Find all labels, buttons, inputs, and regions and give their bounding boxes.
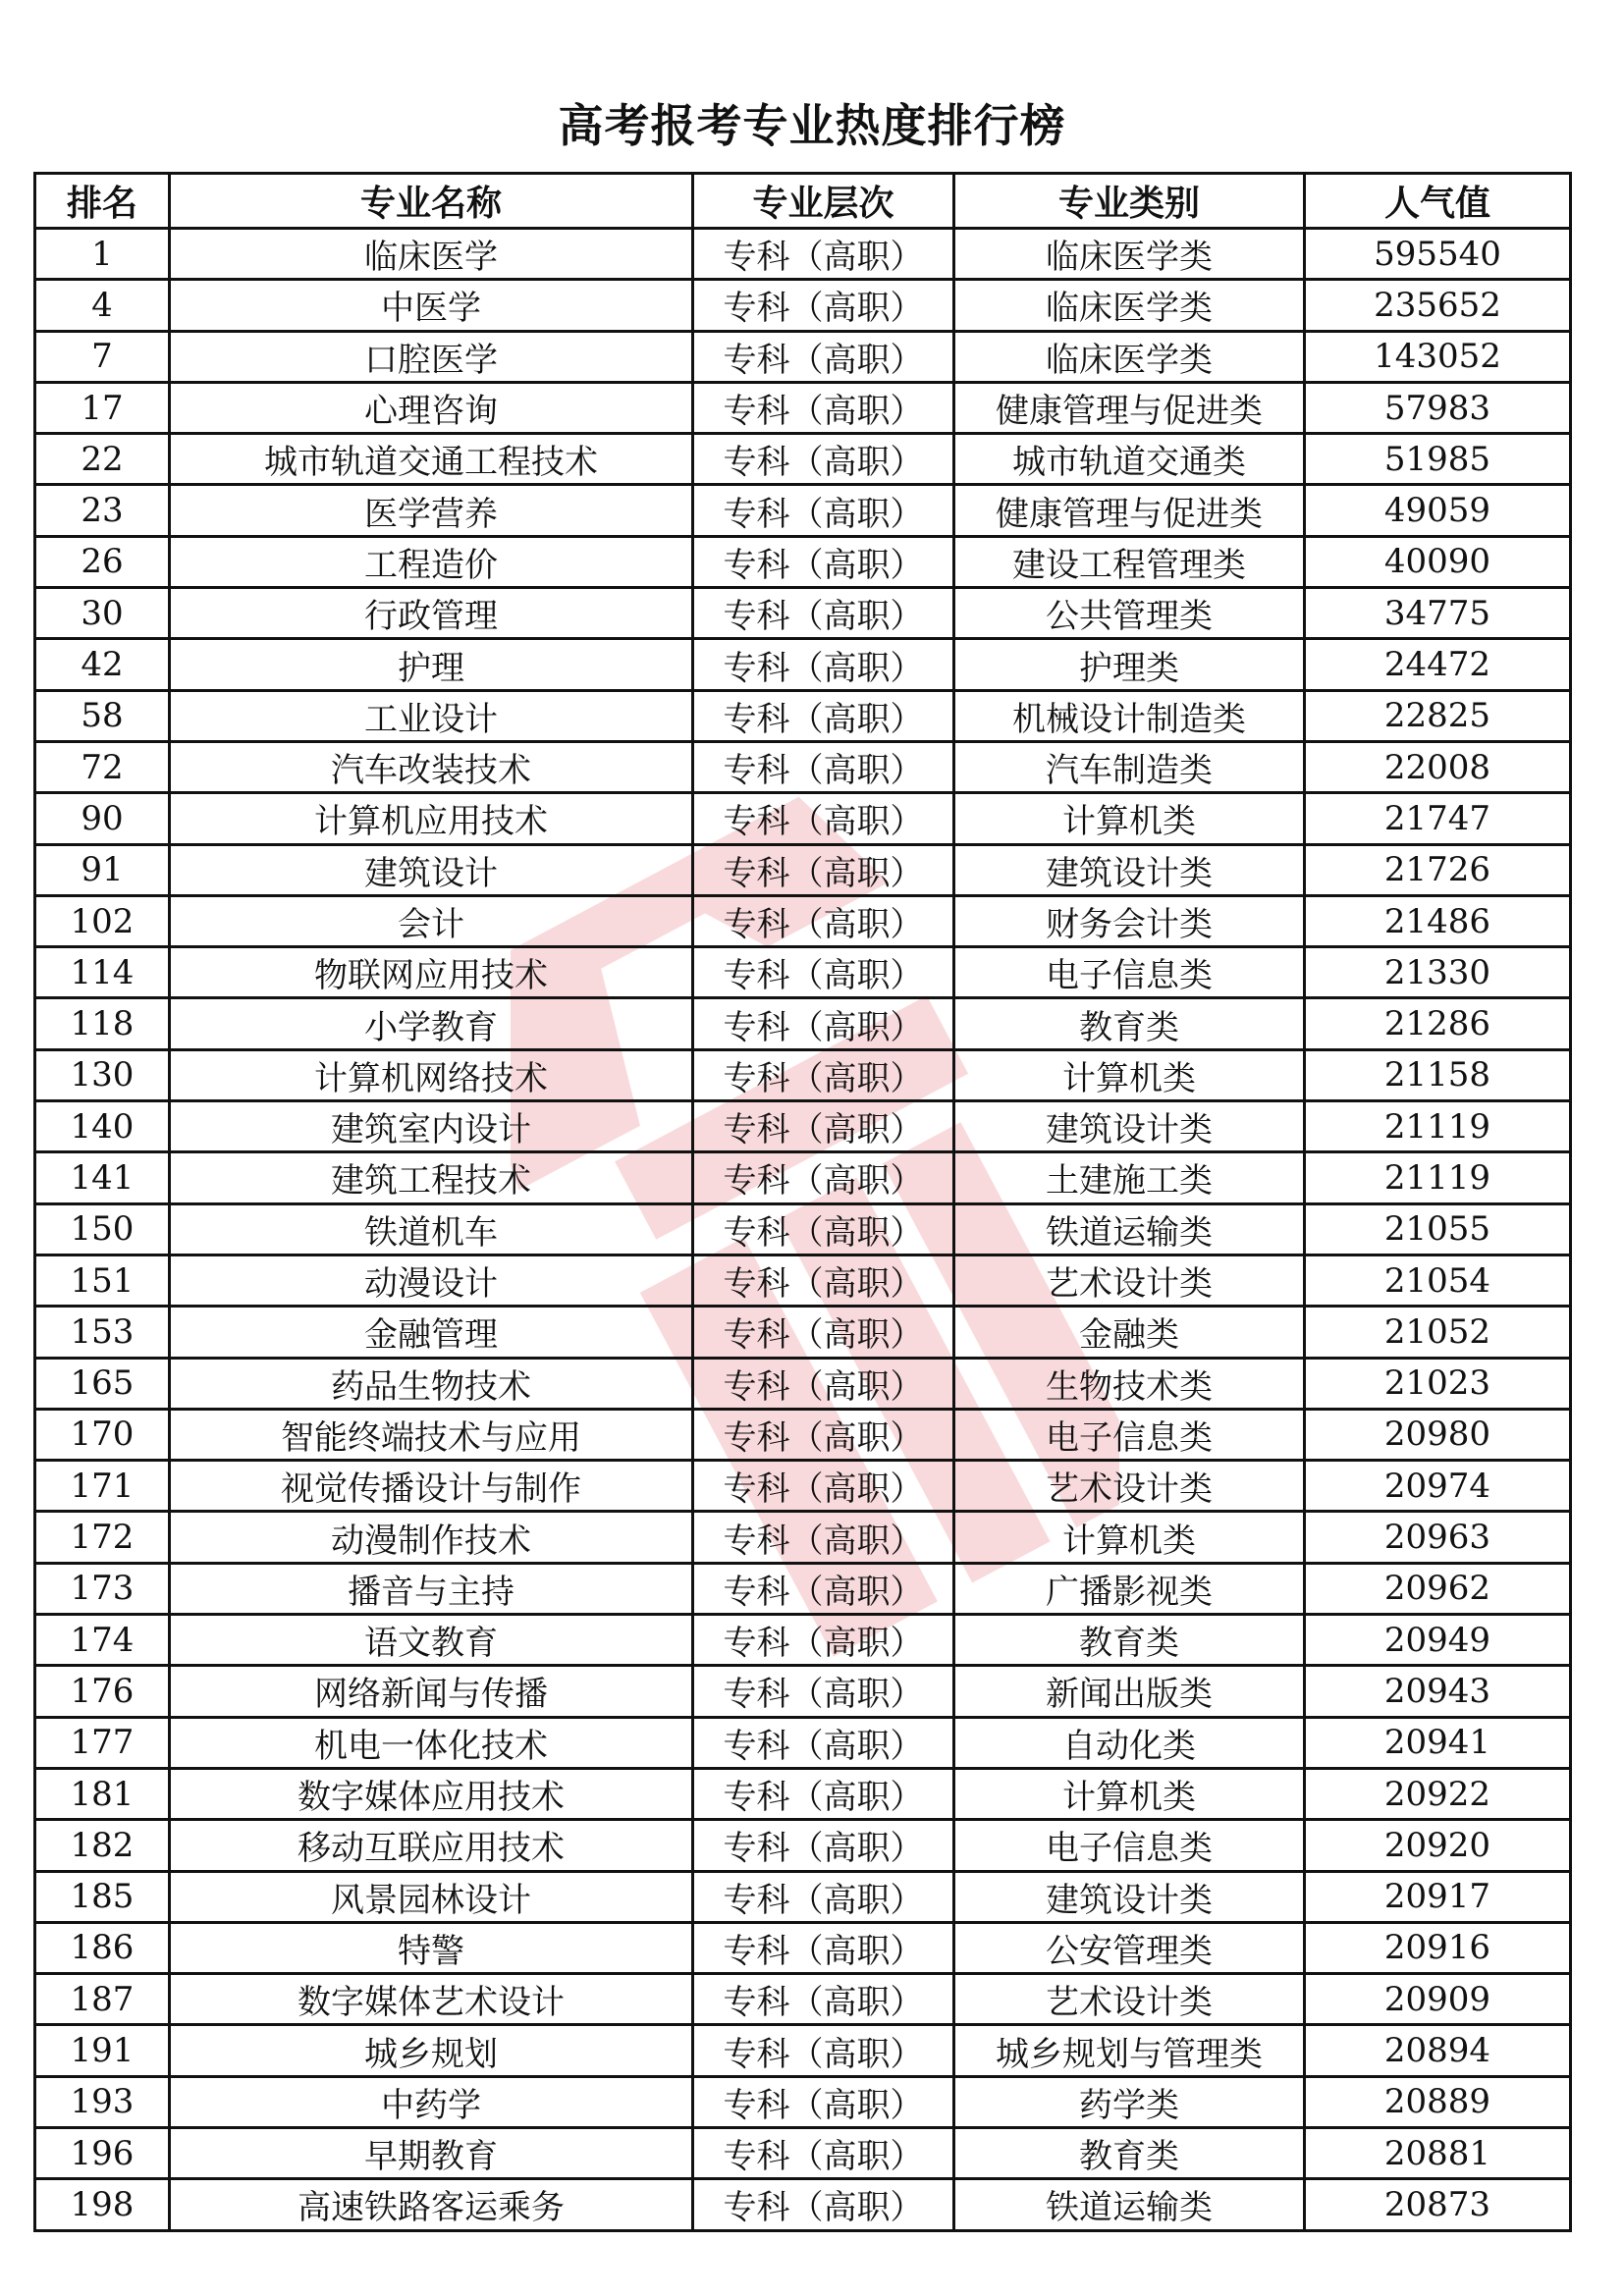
level-cell: 专科（高职） xyxy=(693,229,954,280)
level-cell: 专科（高职） xyxy=(693,1666,954,1717)
popularity-cell: 22825 xyxy=(1305,690,1571,741)
level-cell: 专科（高职） xyxy=(693,1974,954,2025)
major-name-cell: 风景园林设计 xyxy=(170,1871,693,1922)
popularity-cell: 22008 xyxy=(1305,741,1571,792)
popularity-cell: 21055 xyxy=(1305,1203,1571,1255)
table-row xyxy=(35,895,1571,946)
level-cell: 专科（高职） xyxy=(693,280,954,331)
major-name-cell: 护理 xyxy=(170,639,693,690)
category-cell: 计算机类 xyxy=(954,1049,1305,1100)
popularity-cell: 21023 xyxy=(1305,1358,1571,1409)
table-row xyxy=(35,382,1571,433)
popularity-cell: 20949 xyxy=(1305,1615,1571,1666)
header-popularity: 人气值 xyxy=(1305,174,1571,229)
popularity-cell: 24472 xyxy=(1305,639,1571,690)
rank-cell: 191 xyxy=(35,2025,170,2076)
table-row xyxy=(35,844,1571,895)
popularity-cell: 20962 xyxy=(1305,1563,1571,1614)
table-row xyxy=(35,1666,1571,1717)
table-row xyxy=(35,588,1571,639)
rank-cell: 72 xyxy=(35,741,170,792)
popularity-cell: 21119 xyxy=(1305,1152,1571,1203)
table-row xyxy=(35,280,1571,331)
rank-cell: 30 xyxy=(35,588,170,639)
rank-cell: 7 xyxy=(35,331,170,382)
level-cell: 专科（高职） xyxy=(693,1461,954,1512)
rank-cell: 186 xyxy=(35,1922,170,1973)
popularity-cell: 20943 xyxy=(1305,1666,1571,1717)
category-cell: 临床医学类 xyxy=(954,331,1305,382)
rank-cell: 193 xyxy=(35,2076,170,2127)
major-name-cell: 会计 xyxy=(170,895,693,946)
major-name-cell: 中医学 xyxy=(170,280,693,331)
level-cell: 专科（高职） xyxy=(693,1615,954,1666)
category-cell: 艺术设计类 xyxy=(954,1974,1305,2025)
major-name-cell: 铁道机车 xyxy=(170,1203,693,1255)
level-cell: 专科（高职） xyxy=(693,1358,954,1409)
rank-cell: 176 xyxy=(35,1666,170,1717)
level-cell: 专科（高职） xyxy=(693,1101,954,1152)
major-name-cell: 特警 xyxy=(170,1922,693,1973)
level-cell: 专科（高职） xyxy=(693,1049,954,1100)
level-cell: 专科（高职） xyxy=(693,1563,954,1614)
category-cell: 电子信息类 xyxy=(954,1820,1305,1871)
category-cell: 临床医学类 xyxy=(954,229,1305,280)
popularity-cell: 51985 xyxy=(1305,434,1571,485)
rank-cell: 114 xyxy=(35,947,170,998)
table-row xyxy=(35,793,1571,844)
category-cell: 健康管理与促进类 xyxy=(954,485,1305,536)
popularity-cell: 21052 xyxy=(1305,1307,1571,1358)
major-name-cell: 建筑室内设计 xyxy=(170,1101,693,1152)
level-cell: 专科（高职） xyxy=(693,1152,954,1203)
table-row xyxy=(35,1255,1571,1306)
major-name-cell: 医学营养 xyxy=(170,485,693,536)
category-cell: 艺术设计类 xyxy=(954,1255,1305,1306)
category-cell: 公安管理类 xyxy=(954,1922,1305,1973)
level-cell: 专科（高职） xyxy=(693,844,954,895)
major-name-cell: 城乡规划 xyxy=(170,2025,693,2076)
table-row xyxy=(35,229,1571,280)
major-name-cell: 视觉传播设计与制作 xyxy=(170,1461,693,1512)
major-name-cell: 早期教育 xyxy=(170,2127,693,2178)
table-row xyxy=(35,690,1571,741)
major-name-cell: 计算机网络技术 xyxy=(170,1049,693,1100)
level-cell: 专科（高职） xyxy=(693,434,954,485)
table-row xyxy=(35,1768,1571,1819)
major-name-cell: 城市轨道交通工程技术 xyxy=(170,434,693,485)
level-cell: 专科（高职） xyxy=(693,1255,954,1306)
rank-cell: 173 xyxy=(35,1563,170,1614)
level-cell: 专科（高职） xyxy=(693,1307,954,1358)
table-row xyxy=(35,1409,1571,1460)
major-name-cell: 动漫设计 xyxy=(170,1255,693,1306)
category-cell: 药学类 xyxy=(954,2076,1305,2127)
category-cell: 建筑设计类 xyxy=(954,1871,1305,1922)
popularity-cell: 595540 xyxy=(1305,229,1571,280)
popularity-cell: 21119 xyxy=(1305,1101,1571,1152)
level-cell: 专科（高职） xyxy=(693,2025,954,2076)
major-name-cell: 智能终端技术与应用 xyxy=(170,1409,693,1460)
major-name-cell: 动漫制作技术 xyxy=(170,1512,693,1563)
rank-cell: 170 xyxy=(35,1409,170,1460)
popularity-cell: 20917 xyxy=(1305,1871,1571,1922)
rank-cell: 198 xyxy=(35,2179,170,2230)
category-cell: 健康管理与促进类 xyxy=(954,382,1305,433)
level-cell: 专科（高职） xyxy=(693,793,954,844)
level-cell: 专科（高职） xyxy=(693,1203,954,1255)
rank-cell: 130 xyxy=(35,1049,170,1100)
header-category: 专业类别 xyxy=(954,174,1305,229)
level-cell: 专科（高职） xyxy=(693,382,954,433)
page-title: 高考报考专业热度排行榜 xyxy=(558,99,1066,152)
category-cell: 新闻出版类 xyxy=(954,1666,1305,1717)
level-cell: 专科（高职） xyxy=(693,1871,954,1922)
popularity-cell: 143052 xyxy=(1305,331,1571,382)
popularity-cell: 20916 xyxy=(1305,1922,1571,1973)
rank-cell: 90 xyxy=(35,793,170,844)
major-name-cell: 数字媒体应用技术 xyxy=(170,1768,693,1819)
major-name-cell: 临床医学 xyxy=(170,229,693,280)
table-row xyxy=(35,485,1571,536)
popularity-cell: 20963 xyxy=(1305,1512,1571,1563)
table-row xyxy=(35,2179,1571,2230)
major-name-cell: 机电一体化技术 xyxy=(170,1717,693,1768)
level-cell: 专科（高职） xyxy=(693,1512,954,1563)
table-row xyxy=(35,741,1571,792)
category-cell: 电子信息类 xyxy=(954,947,1305,998)
category-cell: 计算机类 xyxy=(954,793,1305,844)
level-cell: 专科（高职） xyxy=(693,2179,954,2230)
table-row xyxy=(35,2076,1571,2127)
popularity-cell: 21330 xyxy=(1305,947,1571,998)
category-cell: 机械设计制造类 xyxy=(954,690,1305,741)
header-rank: 排名 xyxy=(35,174,170,229)
category-cell: 铁道运输类 xyxy=(954,2179,1305,2230)
level-cell: 专科（高职） xyxy=(693,1820,954,1871)
major-name-cell: 建筑工程技术 xyxy=(170,1152,693,1203)
rank-cell: 172 xyxy=(35,1512,170,1563)
popularity-cell: 20941 xyxy=(1305,1717,1571,1768)
rank-cell: 23 xyxy=(35,485,170,536)
major-name-cell: 建筑设计 xyxy=(170,844,693,895)
table-row xyxy=(35,331,1571,382)
rank-cell: 182 xyxy=(35,1820,170,1871)
rank-cell: 150 xyxy=(35,1203,170,1255)
popularity-cell: 20873 xyxy=(1305,2179,1571,2230)
major-name-cell: 语文教育 xyxy=(170,1615,693,1666)
table-row xyxy=(35,947,1571,998)
rank-cell: 140 xyxy=(35,1101,170,1152)
popularity-cell: 20881 xyxy=(1305,2127,1571,2178)
popularity-cell: 57983 xyxy=(1305,382,1571,433)
category-cell: 护理类 xyxy=(954,639,1305,690)
major-name-cell: 心理咨询 xyxy=(170,382,693,433)
category-cell: 建筑设计类 xyxy=(954,1101,1305,1152)
level-cell: 专科（高职） xyxy=(693,1409,954,1460)
header-level: 专业层次 xyxy=(693,174,954,229)
major-name-cell: 计算机应用技术 xyxy=(170,793,693,844)
category-cell: 公共管理类 xyxy=(954,588,1305,639)
category-cell: 汽车制造类 xyxy=(954,741,1305,792)
table-row xyxy=(35,1049,1571,1100)
rank-cell: 174 xyxy=(35,1615,170,1666)
category-cell: 自动化类 xyxy=(954,1717,1305,1768)
popularity-cell: 21054 xyxy=(1305,1255,1571,1306)
category-cell: 计算机类 xyxy=(954,1768,1305,1819)
popularity-cell: 20909 xyxy=(1305,1974,1571,2025)
category-cell: 建设工程管理类 xyxy=(954,536,1305,587)
category-cell: 土建施工类 xyxy=(954,1152,1305,1203)
popularity-cell: 235652 xyxy=(1305,280,1571,331)
rank-cell: 42 xyxy=(35,639,170,690)
popularity-cell: 34775 xyxy=(1305,588,1571,639)
rank-cell: 4 xyxy=(35,280,170,331)
table-row xyxy=(35,1203,1571,1255)
table-row xyxy=(35,1922,1571,1973)
major-name-cell: 工程造价 xyxy=(170,536,693,587)
popularity-cell: 21286 xyxy=(1305,998,1571,1049)
level-cell: 专科（高职） xyxy=(693,639,954,690)
table-row xyxy=(35,1820,1571,1871)
level-cell: 专科（高职） xyxy=(693,1922,954,1973)
category-cell: 艺术设计类 xyxy=(954,1461,1305,1512)
major-name-cell: 数字媒体艺术设计 xyxy=(170,1974,693,2025)
category-cell: 教育类 xyxy=(954,1615,1305,1666)
level-cell: 专科（高职） xyxy=(693,2076,954,2127)
category-cell: 城市轨道交通类 xyxy=(954,434,1305,485)
level-cell: 专科（高职） xyxy=(693,895,954,946)
popularity-cell: 20974 xyxy=(1305,1461,1571,1512)
table-row xyxy=(35,536,1571,587)
table-row xyxy=(35,2127,1571,2178)
category-cell: 广播影视类 xyxy=(954,1563,1305,1614)
rank-cell: 141 xyxy=(35,1152,170,1203)
rank-cell: 181 xyxy=(35,1768,170,1819)
popularity-cell: 21158 xyxy=(1305,1049,1571,1100)
ranking-table xyxy=(33,172,1572,2232)
table-row xyxy=(35,1152,1571,1203)
table-row xyxy=(35,1307,1571,1358)
major-name-cell: 金融管理 xyxy=(170,1307,693,1358)
level-cell: 专科（高职） xyxy=(693,998,954,1049)
category-cell: 临床医学类 xyxy=(954,280,1305,331)
major-name-cell: 汽车改装技术 xyxy=(170,741,693,792)
popularity-cell: 20894 xyxy=(1305,2025,1571,2076)
popularity-cell: 20920 xyxy=(1305,1820,1571,1871)
table-row xyxy=(35,1101,1571,1152)
major-name-cell: 口腔医学 xyxy=(170,331,693,382)
major-name-cell: 工业设计 xyxy=(170,690,693,741)
level-cell: 专科（高职） xyxy=(693,1717,954,1768)
table-row xyxy=(35,1615,1571,1666)
rank-cell: 17 xyxy=(35,382,170,433)
category-cell: 铁道运输类 xyxy=(954,1203,1305,1255)
major-name-cell: 中药学 xyxy=(170,2076,693,2127)
level-cell: 专科（高职） xyxy=(693,2127,954,2178)
level-cell: 专科（高职） xyxy=(693,536,954,587)
table-header-row xyxy=(35,174,1571,229)
popularity-cell: 40090 xyxy=(1305,536,1571,587)
popularity-cell: 20922 xyxy=(1305,1768,1571,1819)
table-row xyxy=(35,998,1571,1049)
level-cell: 专科（高职） xyxy=(693,741,954,792)
rank-cell: 1 xyxy=(35,229,170,280)
category-cell: 金融类 xyxy=(954,1307,1305,1358)
header-major-name: 专业名称 xyxy=(170,174,693,229)
category-cell: 财务会计类 xyxy=(954,895,1305,946)
major-name-cell: 小学教育 xyxy=(170,998,693,1049)
major-name-cell: 物联网应用技术 xyxy=(170,947,693,998)
rank-cell: 171 xyxy=(35,1461,170,1512)
rank-cell: 165 xyxy=(35,1358,170,1409)
level-cell: 专科（高职） xyxy=(693,588,954,639)
rank-cell: 91 xyxy=(35,844,170,895)
rank-cell: 26 xyxy=(35,536,170,587)
major-name-cell: 高速铁路客运乘务 xyxy=(170,2179,693,2230)
category-cell: 教育类 xyxy=(954,2127,1305,2178)
major-name-cell: 网络新闻与传播 xyxy=(170,1666,693,1717)
table-row xyxy=(35,1871,1571,1922)
category-cell: 教育类 xyxy=(954,998,1305,1049)
table-row xyxy=(35,639,1571,690)
popularity-cell: 21726 xyxy=(1305,844,1571,895)
category-cell: 建筑设计类 xyxy=(954,844,1305,895)
category-cell: 计算机类 xyxy=(954,1512,1305,1563)
major-name-cell: 行政管理 xyxy=(170,588,693,639)
table-row xyxy=(35,1512,1571,1563)
popularity-cell: 49059 xyxy=(1305,485,1571,536)
level-cell: 专科（高职） xyxy=(693,1768,954,1819)
rank-cell: 185 xyxy=(35,1871,170,1922)
table-row xyxy=(35,1358,1571,1409)
major-name-cell: 播音与主持 xyxy=(170,1563,693,1614)
table-row xyxy=(35,1974,1571,2025)
level-cell: 专科（高职） xyxy=(693,331,954,382)
category-cell: 电子信息类 xyxy=(954,1409,1305,1460)
popularity-cell: 21486 xyxy=(1305,895,1571,946)
rank-cell: 153 xyxy=(35,1307,170,1358)
popularity-cell: 20980 xyxy=(1305,1409,1571,1460)
table-row xyxy=(35,434,1571,485)
rank-cell: 177 xyxy=(35,1717,170,1768)
popularity-cell: 21747 xyxy=(1305,793,1571,844)
major-name-cell: 药品生物技术 xyxy=(170,1358,693,1409)
rank-cell: 58 xyxy=(35,690,170,741)
rank-cell: 187 xyxy=(35,1974,170,2025)
rank-cell: 22 xyxy=(35,434,170,485)
popularity-cell: 20889 xyxy=(1305,2076,1571,2127)
category-cell: 城乡规划与管理类 xyxy=(954,2025,1305,2076)
table-row xyxy=(35,1563,1571,1614)
table-row xyxy=(35,1461,1571,1512)
rank-cell: 151 xyxy=(35,1255,170,1306)
table-row xyxy=(35,1717,1571,1768)
level-cell: 专科（高职） xyxy=(693,485,954,536)
table-row xyxy=(35,2025,1571,2076)
rank-cell: 118 xyxy=(35,998,170,1049)
level-cell: 专科（高职） xyxy=(693,947,954,998)
rank-cell: 196 xyxy=(35,2127,170,2178)
rank-cell: 102 xyxy=(35,895,170,946)
major-name-cell: 移动互联应用技术 xyxy=(170,1820,693,1871)
level-cell: 专科（高职） xyxy=(693,690,954,741)
category-cell: 生物技术类 xyxy=(954,1358,1305,1409)
